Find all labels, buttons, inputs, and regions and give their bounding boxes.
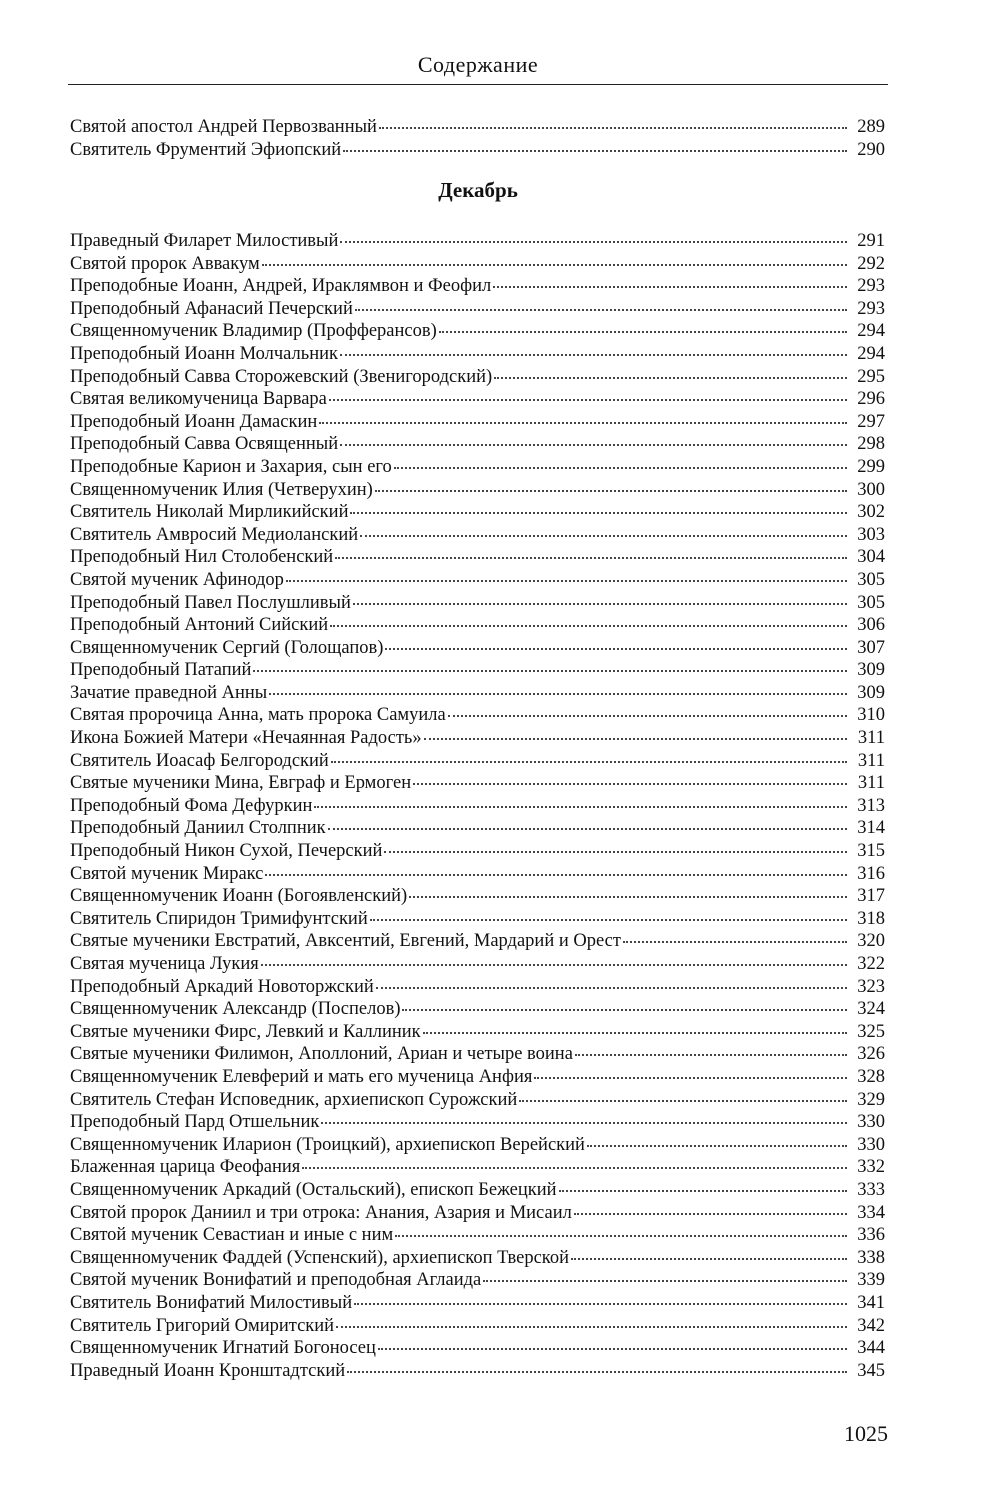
entry-page: 304 bbox=[857, 547, 885, 568]
entry-page: 296 bbox=[857, 389, 885, 410]
entry-title: Святитель Фрументий Эфиопский bbox=[70, 139, 342, 160]
entry-title: Преподобный Антоний Сийский bbox=[70, 615, 329, 636]
entry-title: Священномученик Игнатий Богоносец bbox=[70, 1338, 376, 1359]
section-heading: Декабрь bbox=[438, 178, 518, 202]
dot-leader bbox=[336, 1308, 847, 1328]
dot-leader bbox=[384, 833, 847, 853]
entry-page: 309 bbox=[857, 660, 885, 681]
entry-page: 318 bbox=[857, 908, 885, 929]
entry-title: Преподобный Пард Отшельник bbox=[70, 1112, 320, 1133]
toc-december-list bbox=[70, 226, 885, 1381]
dot-leader bbox=[328, 810, 847, 830]
entry-title: Зачатие праведной Анны bbox=[70, 682, 268, 703]
entry-title: Преподобный Афанасий Печерский bbox=[70, 298, 353, 319]
entry-page: 307 bbox=[857, 637, 885, 658]
entry-page: 298 bbox=[857, 434, 885, 455]
entry-page: 333 bbox=[857, 1179, 885, 1200]
dot-leader bbox=[559, 1172, 847, 1192]
entry-page: 323 bbox=[857, 976, 885, 997]
entry-page: 289 bbox=[857, 117, 885, 137]
entry-title: Преподобный Патапий bbox=[70, 660, 252, 681]
entry-title: Священномученик Фаддей (Успенский), архиепископ Тверской bbox=[70, 1247, 569, 1268]
entry-title: Священномученик Иларион (Троицкий), архиепископ Верейский bbox=[70, 1134, 585, 1155]
entry-page: 330 bbox=[857, 1112, 885, 1133]
entry-title: Святитель Стефан Исповедник, архиепископ Сурожский bbox=[70, 1089, 518, 1110]
toc-entry bbox=[70, 135, 885, 158]
entry-page: 306 bbox=[857, 615, 885, 636]
entry-page: 326 bbox=[857, 1044, 885, 1065]
entry-title: Преподобный Савва Освященный bbox=[70, 434, 339, 455]
entry-page: 322 bbox=[857, 954, 885, 974]
entry-page: 299 bbox=[857, 456, 885, 477]
dot-leader bbox=[355, 291, 847, 311]
entry-page: 309 bbox=[857, 682, 885, 703]
entry-title: Святые мученики Мина, Евграф и Ермоген bbox=[70, 773, 412, 794]
entry-page: 310 bbox=[857, 705, 885, 726]
dot-leader bbox=[394, 449, 847, 469]
entry-title: Преподобный Иоанн Молчальник bbox=[70, 343, 338, 364]
dot-leader bbox=[376, 969, 847, 989]
dot-leader bbox=[402, 991, 847, 1011]
entry-page: 311 bbox=[857, 728, 885, 749]
dot-leader bbox=[413, 765, 847, 785]
entry-page: 330 bbox=[857, 1134, 885, 1155]
header-rule bbox=[68, 84, 888, 85]
dot-leader bbox=[494, 359, 847, 379]
dot-leader bbox=[575, 1036, 847, 1056]
dot-leader bbox=[493, 268, 847, 288]
entry-page: 316 bbox=[857, 863, 885, 884]
toc-continued-list bbox=[70, 112, 885, 160]
entry-title: Священномученик Илия (Четверухин) bbox=[70, 479, 373, 500]
entry-title: Святитель Иоасаф Белгородский bbox=[70, 750, 329, 771]
entry-title: Святая пророчица Анна, мать пророка Самуила bbox=[70, 705, 446, 726]
entry-title: Преподобные Карион и Захария, сын его bbox=[70, 456, 392, 477]
dot-leader bbox=[571, 1240, 847, 1260]
entry-page: 324 bbox=[857, 999, 885, 1020]
dot-leader bbox=[269, 675, 847, 695]
entry-page: 320 bbox=[857, 931, 885, 952]
toc-entry bbox=[70, 1356, 885, 1379]
entry-page: 294 bbox=[857, 321, 885, 342]
entry-page: 292 bbox=[857, 253, 885, 274]
entry-title: Преподобный Иоанн Дамаскин bbox=[70, 411, 318, 432]
entry-page: 317 bbox=[857, 886, 885, 907]
entry-page: 291 bbox=[857, 231, 885, 251]
entry-page: 305 bbox=[857, 569, 885, 590]
entry-title: Святые мученики Евстратий, Авксентий, Евгений, Мардарий и Орест bbox=[70, 931, 621, 952]
entry-title: Святитель Амвросий Медиоланский bbox=[70, 524, 359, 545]
entry-title: Святая великомученица Варвара bbox=[70, 389, 327, 410]
entry-title: Преподобный Никон Сухой, Печерский bbox=[70, 841, 383, 862]
dot-leader bbox=[587, 1127, 847, 1147]
page-number: 1025 bbox=[844, 1421, 888, 1446]
entry-page: 313 bbox=[857, 795, 885, 816]
entry-page: 342 bbox=[857, 1315, 885, 1336]
entry-title: Священномученик Сергий (Голощапов) bbox=[70, 637, 384, 658]
dot-leader bbox=[424, 720, 847, 740]
entry-page: 334 bbox=[857, 1202, 885, 1223]
entry-title: Святой мученик Миракс bbox=[70, 863, 264, 884]
entry-title: Икона Божией Матери «Нечаянная Радость» bbox=[70, 728, 422, 749]
entry-page: 332 bbox=[857, 1157, 885, 1178]
dot-leader bbox=[378, 1330, 847, 1350]
dot-leader bbox=[370, 901, 847, 921]
dot-leader bbox=[379, 109, 847, 129]
entry-title: Святой мученик Афинодор bbox=[70, 569, 284, 590]
entry-title: Святые мученики Фирс, Левкий и Каллиник bbox=[70, 1021, 421, 1042]
entry-page: 290 bbox=[857, 139, 885, 160]
dot-leader bbox=[330, 607, 847, 627]
entry-page: 328 bbox=[857, 1066, 885, 1087]
entry-page: 311 bbox=[857, 750, 885, 771]
entry-title: Святитель Николай Мирликийский bbox=[70, 502, 349, 523]
entry-title: Праведный Иоанн Кронштадтский bbox=[70, 1360, 346, 1381]
entry-page: 344 bbox=[857, 1338, 885, 1359]
entry-title: Священномученик Аркадий (Остальский), епископ Бежецкий bbox=[70, 1179, 557, 1200]
entry-page: 305 bbox=[857, 592, 885, 613]
entry-page: 339 bbox=[857, 1270, 885, 1291]
entry-title: Святитель Вонифатий Милостивый bbox=[70, 1292, 353, 1313]
entry-title: Преподобные Иоанн, Андрей, Ираклямвон и Феофил bbox=[70, 276, 492, 297]
entry-title: Преподобный Фома Дефуркин bbox=[70, 795, 313, 816]
dot-leader bbox=[519, 1082, 847, 1102]
dot-leader bbox=[375, 472, 847, 492]
dot-leader bbox=[448, 697, 847, 717]
entry-page: 293 bbox=[857, 298, 885, 319]
entry-title: Святой пророк Аввакум bbox=[70, 253, 260, 274]
dot-leader bbox=[302, 1149, 847, 1169]
entry-page: 325 bbox=[857, 1021, 885, 1042]
dot-leader bbox=[534, 1059, 847, 1079]
dot-leader bbox=[409, 878, 847, 898]
entry-page: 302 bbox=[857, 502, 885, 523]
dot-leader bbox=[319, 404, 847, 424]
dot-leader bbox=[343, 132, 847, 152]
entry-title: Святой мученик Севастиан и иные с ним bbox=[70, 1225, 394, 1246]
dot-leader bbox=[340, 426, 847, 446]
entry-page: 293 bbox=[857, 276, 885, 297]
entry-page: 295 bbox=[857, 366, 885, 387]
dot-leader bbox=[321, 1104, 847, 1124]
entry-title: Священномученик Александр (Поспелов) bbox=[70, 999, 401, 1020]
entry-title: Святой пророк Даниил и три отрока: Анания, Азария и Мисаил bbox=[70, 1202, 572, 1223]
dot-leader bbox=[261, 946, 847, 966]
dot-leader bbox=[340, 223, 847, 243]
entry-title: Священномученик Владимир (Профферансов) bbox=[70, 321, 437, 342]
entry-title: Святой апостол Андрей Первозванный bbox=[70, 117, 377, 137]
entry-title: Святой мученик Вонифатий и преподобная Аглаида bbox=[70, 1270, 482, 1291]
dot-leader bbox=[265, 856, 847, 876]
entry-page: 345 bbox=[857, 1360, 885, 1381]
entry-page: 315 bbox=[857, 841, 885, 862]
dot-leader bbox=[423, 1014, 847, 1034]
dot-leader bbox=[483, 1262, 847, 1282]
entry-page: 303 bbox=[857, 524, 885, 545]
entry-page: 297 bbox=[857, 411, 885, 432]
entry-page: 300 bbox=[857, 479, 885, 500]
entry-title: Святые мученики Филимон, Аполлоний, Ариан и четыре воина bbox=[70, 1044, 573, 1065]
entry-title: Преподобный Аркадий Новоторжский bbox=[70, 976, 374, 997]
dot-leader bbox=[574, 1195, 847, 1215]
dot-leader bbox=[360, 517, 847, 537]
entry-title: Преподобный Павел Послушливый bbox=[70, 592, 351, 613]
entry-title: Праведный Филарет Милостивый bbox=[70, 231, 339, 251]
dot-leader bbox=[331, 743, 847, 763]
dot-leader bbox=[347, 1353, 847, 1373]
entry-page: 341 bbox=[857, 1292, 885, 1313]
entry-page: 311 bbox=[857, 773, 885, 794]
dot-leader bbox=[262, 246, 847, 266]
entry-title: Священномученик Иоанн (Богоявленский) bbox=[70, 886, 408, 907]
entry-title: Преподобный Даниил Столпник bbox=[70, 818, 326, 839]
dot-leader bbox=[350, 494, 847, 514]
entry-page: 338 bbox=[857, 1247, 885, 1268]
dot-leader bbox=[623, 923, 847, 943]
entry-title: Блаженная царица Феофания bbox=[70, 1157, 301, 1178]
entry-title: Священномученик Елевферий и мать его мученица Анфия bbox=[70, 1066, 533, 1087]
dot-leader bbox=[253, 652, 847, 672]
entry-page: 294 bbox=[857, 343, 885, 364]
dot-leader bbox=[314, 788, 847, 808]
dot-leader bbox=[385, 630, 847, 650]
entry-title: Преподобный Савва Сторожевский (Звенигородский) bbox=[70, 366, 493, 387]
entry-title: Святитель Григорий Омиритский bbox=[70, 1315, 335, 1336]
dot-leader bbox=[353, 585, 847, 605]
dot-leader bbox=[340, 336, 847, 356]
dot-leader bbox=[335, 539, 847, 559]
entry-page: 336 bbox=[857, 1225, 885, 1246]
dot-leader bbox=[286, 562, 847, 582]
entry-page: 329 bbox=[857, 1089, 885, 1110]
entry-title: Святитель Спиридон Тримифунтский bbox=[70, 908, 368, 929]
entry-page: 314 bbox=[857, 818, 885, 839]
dot-leader bbox=[329, 381, 847, 401]
dot-leader bbox=[439, 313, 847, 333]
entry-title: Святая мученица Лукия bbox=[70, 954, 259, 974]
dot-leader bbox=[395, 1217, 847, 1237]
entry-title: Преподобный Нил Столобенский bbox=[70, 547, 334, 568]
running-title: Содержание bbox=[417, 52, 539, 77]
dot-leader bbox=[354, 1285, 847, 1305]
